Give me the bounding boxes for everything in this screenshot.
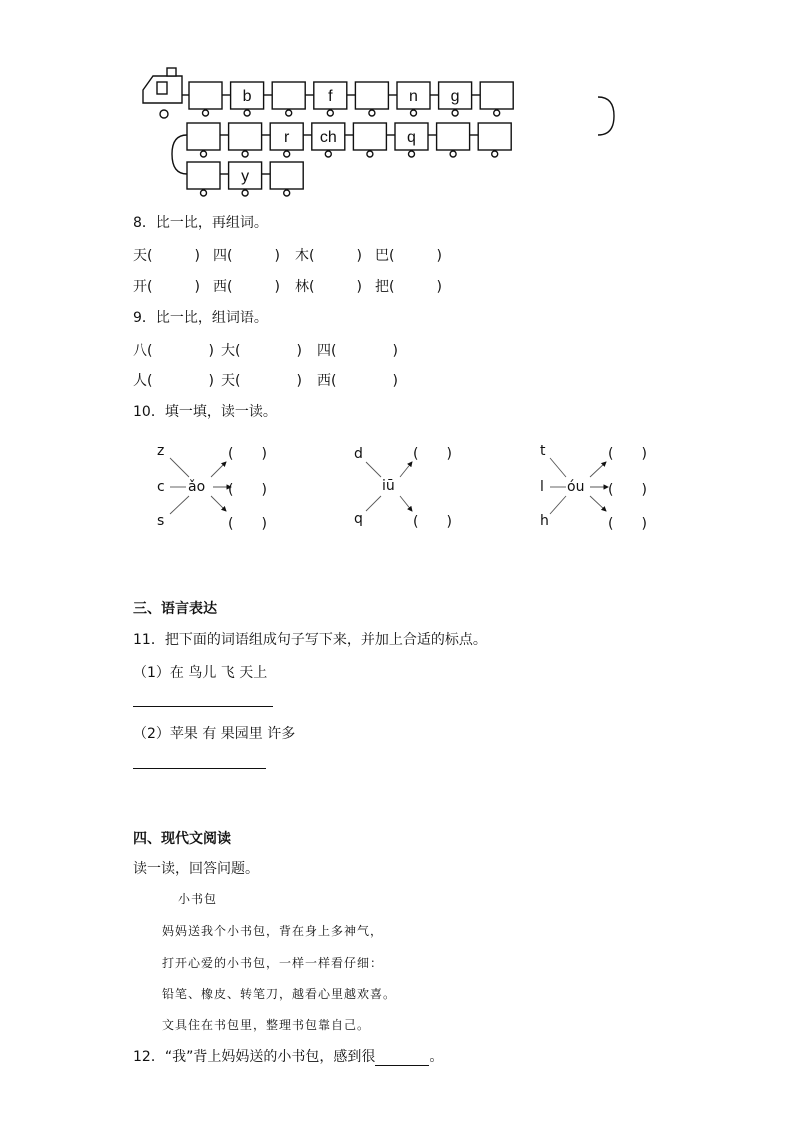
pinyin-initial: d [354,446,363,462]
pinyin-initial: t [540,443,546,459]
pinyin-initial: z [157,443,165,459]
pinyin-final: ǎo [188,479,206,495]
train-wheel [244,110,250,116]
pinyin-final: óu [567,479,585,495]
train-wheel [284,151,290,157]
car-letter: g [450,88,460,105]
train-car [272,82,305,109]
answer-line[interactable] [133,768,266,769]
section-heading: 三、语言表达 [133,601,217,617]
q10-arrows [0,430,794,540]
q9-item: 大( ) [221,343,302,359]
q8-item: 把( ) [375,279,442,295]
track-loop [598,97,614,135]
q9-item: 八( ) [133,343,214,359]
train-wheel [327,110,333,116]
q12 [133,1046,443,1066]
train-wheel [242,151,248,157]
answer-blank[interactable]: ( ) [608,446,647,462]
pinyin-initial: h [540,513,549,529]
answer-blank[interactable]: ( ) [608,482,647,498]
answer-blank[interactable]: ( ) [608,516,647,532]
answer-blank[interactable]: ( ) [228,482,267,498]
q9-item: 天( ) [221,373,302,389]
q12-end: 。 [429,1049,444,1065]
train-car [189,82,222,109]
train-car [353,123,386,150]
q8-item: 林( ) [295,279,362,295]
pinyin-initial: c [157,479,165,495]
train-chimney [167,68,176,76]
train-wheel [492,151,498,157]
section-heading: 四、现代文阅读 [133,831,231,847]
poem-title: 小书包 [178,892,218,906]
train-car [187,123,220,150]
train-wheel [369,110,375,116]
q12-text: 12．“我”背上妈妈送的小书包，感到很 [133,1049,376,1065]
car-letter: ch [319,129,337,146]
train-wheel [367,151,373,157]
train-figure [0,0,794,200]
car-letter: y [241,168,250,185]
train-wheel [409,151,415,157]
poem-line: 铅笔、橡皮、转笔刀，越看心里越欢喜。 [162,987,397,1001]
pinyin-final: iū [382,478,395,494]
train-wheel [452,110,458,116]
pinyin-initial: l [540,479,544,495]
poem-line: 妈妈送我个小书包，背在身上多神气， [162,924,384,938]
car-letter: b [242,88,252,105]
q8-item: 木( ) [295,248,362,264]
track-loop [172,135,187,174]
q11-item1: （1）在 鸟儿 飞 天上 [133,665,268,681]
q9-title: 9．比一比，组词语。 [133,310,268,326]
answer-blank[interactable]: ( ) [228,516,267,532]
q9-item: 人( ) [133,373,214,389]
q8-title: 8．比一比，再组词。 [133,215,268,231]
train-wheel [325,151,331,157]
answer-blank[interactable]: ( ) [413,514,452,530]
answer-blank[interactable]: ( ) [228,446,267,462]
train-wheel [284,190,290,196]
car-letter: f [328,88,333,105]
answer-blank[interactable] [375,1051,429,1066]
poem-line: 打开心爱的小书包，一样一样看仔细： [162,956,384,970]
q8-item: 开( ) [133,279,200,295]
q11-title: 11．把下面的词语组成句子写下来，并加上合适的标点。 [133,632,487,648]
answer-blank[interactable]: ( ) [413,446,452,462]
train-wheel [242,190,248,196]
train-wheel [494,110,500,116]
train-wheel [201,190,207,196]
car-letter: n [409,88,418,105]
pinyin-initial: s [157,513,165,529]
train-car [480,82,513,109]
reading-intro: 读一读，回答问题。 [133,861,259,877]
q9-item: 四( ) [317,343,398,359]
poem-line: 文具住在书包里，整理书包靠自己。 [162,1018,371,1032]
q8-item: 四( ) [213,248,280,264]
q11-item2: （2）苹果 有 果园里 许多 [133,726,296,742]
train-wheel [450,151,456,157]
train-window [157,82,167,94]
train-car [355,82,388,109]
q10-title: 10．填一填，读一读。 [133,404,277,420]
train-wheel [160,110,168,118]
car-letter: q [407,129,416,146]
train-wheel [203,110,209,116]
pinyin-initial: q [354,511,363,527]
train-wheel [411,110,417,116]
train-car [437,123,470,150]
train-car [187,162,220,189]
answer-line[interactable] [133,706,273,707]
q8-item: 西( ) [213,279,280,295]
train-car [478,123,511,150]
q9-item: 西( ) [317,373,398,389]
car-letter: r [284,129,290,146]
train-wheel [286,110,292,116]
train-car [270,162,303,189]
train-car [229,123,262,150]
q8-item: 天( ) [133,248,200,264]
train-wheel [201,151,207,157]
q8-item: 巴( ) [375,248,442,264]
